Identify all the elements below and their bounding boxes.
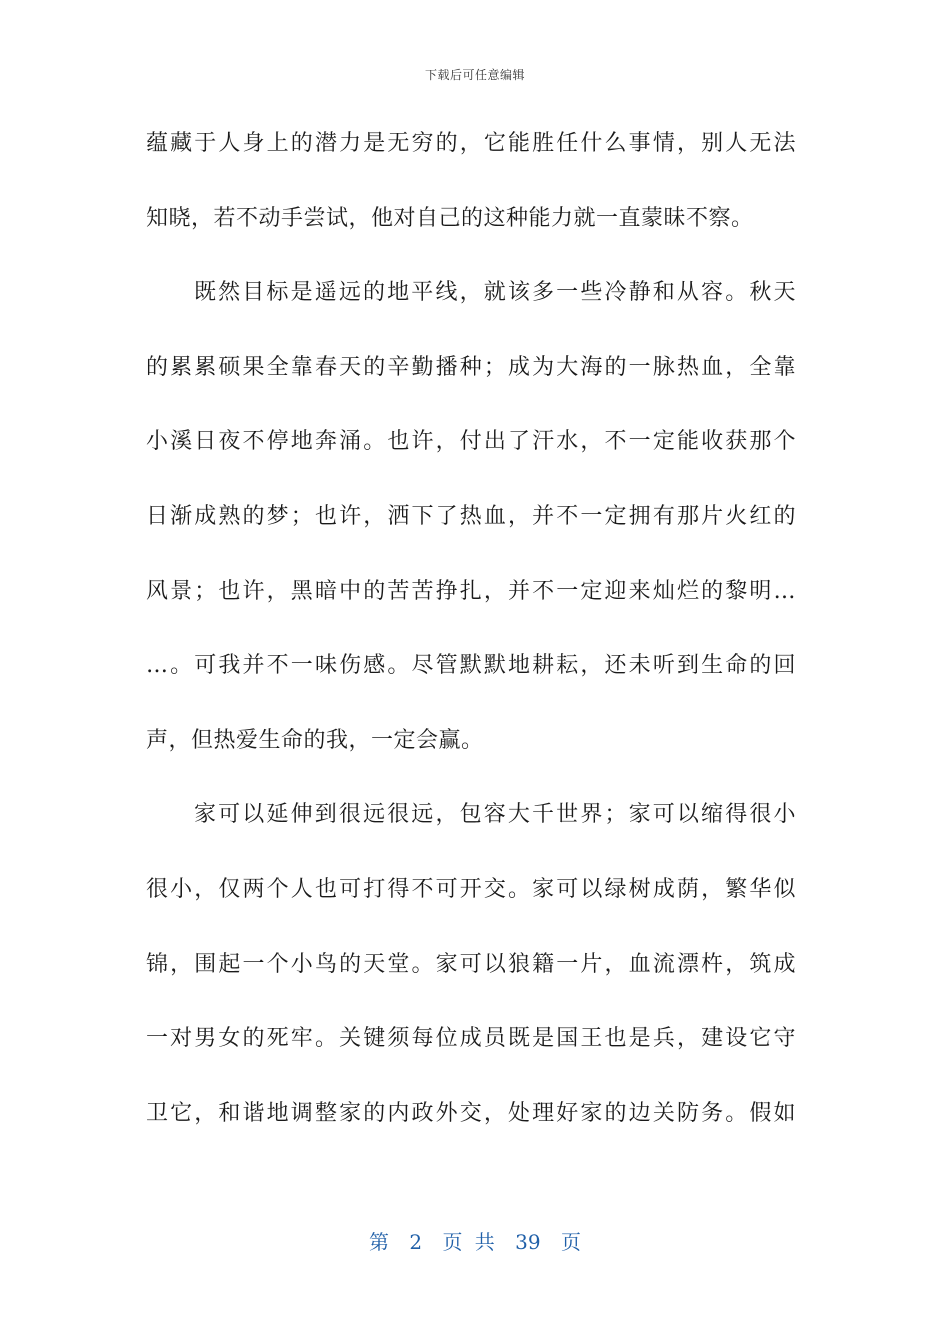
text-line: 既然目标是遥远的地平线，就该多一些冷静和从容。秋天: [194, 280, 796, 306]
current-page-number: 2: [409, 1230, 423, 1254]
total-page-count: 39: [515, 1230, 541, 1254]
text-line: 声，但热爱生命的我，一定会赢。: [146, 727, 484, 753]
text-line: 蕴藏于人身上的潜力是无穷的，它能胜任什么事情，别人无法: [146, 131, 796, 156]
text-line: 卫它，和谐地调整家的内政外交，处理好家的边关防务。假如: [146, 1100, 796, 1126]
text-line: 的累累硕果全靠春天的辛勤播种；成为大海的一脉热血，全靠: [146, 354, 796, 380]
text-line: 小溪日夜不停地奔涌。也许，付出了汗水，不一定能收获那个: [146, 429, 796, 455]
document-body: [146, 107, 796, 1151]
text-line: 知晓，若不动手尝试，他对自己的这种能力就一直蒙昧不察。: [146, 205, 754, 231]
text-line: …。可我并不一味伤感。尽管默默地耕耘，还未听到生命的回: [146, 653, 796, 679]
text-line: 家可以延伸到很远很远，包容大千世界；家可以缩得很小: [194, 802, 796, 828]
text-line: 锦，围起一个小鸟的天堂。家可以狼籍一片，血流漂杵，筑成: [146, 951, 796, 977]
text-line: 日渐成熟的梦；也许，洒下了热血，并不一定拥有那片火红的: [146, 503, 796, 529]
text-line: 风景；也许，黑暗中的苦苦挣扎，并不一定迎来灿烂的黎明…: [146, 578, 796, 604]
text-line: 很小，仅两个人也可打得不可开交。家可以绿树成荫，繁华似: [146, 876, 796, 902]
page-footer: [0, 1226, 950, 1255]
footer-suffix: 页: [560, 1230, 581, 1254]
page-header: 下载后可任意编辑: [424, 68, 525, 82]
footer-prefix: 第: [369, 1230, 389, 1254]
text-line: 一对男女的死牢。关键须每位成员既是国王也是兵，建设它守: [146, 1026, 796, 1052]
footer-middle: 页 共: [442, 1230, 495, 1254]
